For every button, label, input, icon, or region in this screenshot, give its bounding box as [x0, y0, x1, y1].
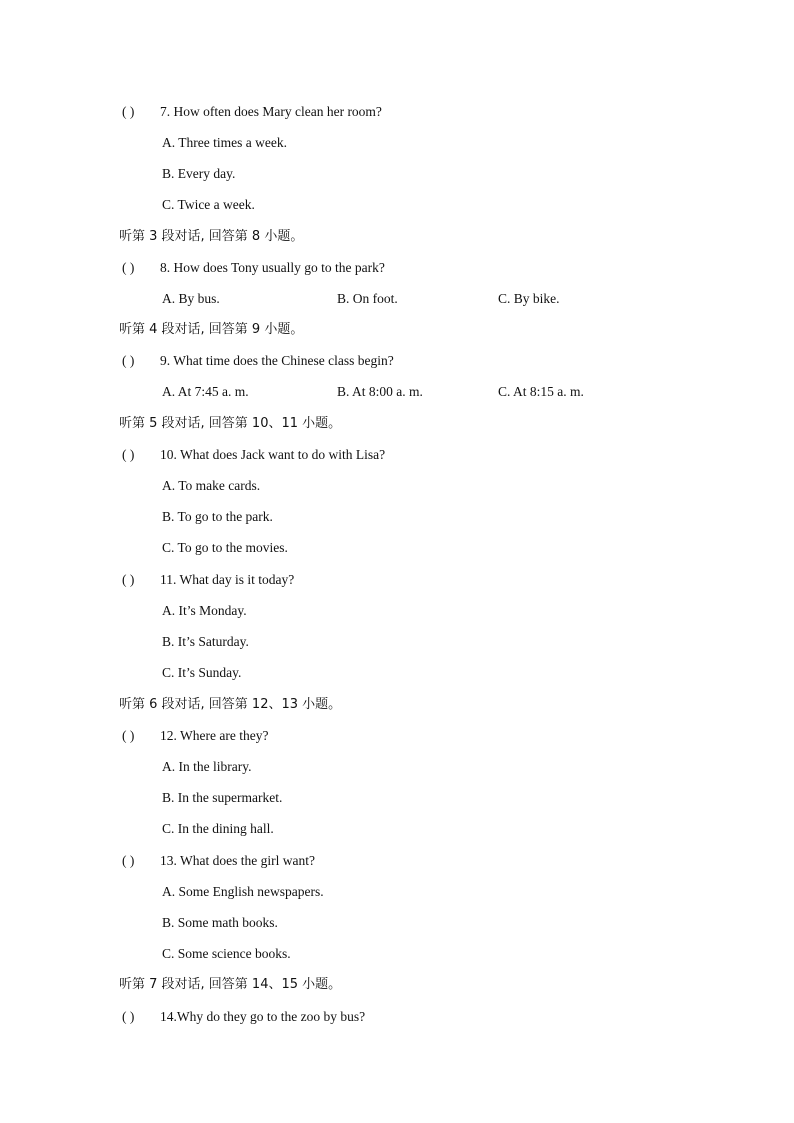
- answer-blank[interactable]: ( ): [122, 447, 135, 462]
- option-a: A. By bus.: [162, 291, 220, 306]
- option-b: B. Some math books.: [162, 915, 278, 930]
- question-10: [122, 446, 385, 464]
- question-14: [122, 1008, 365, 1026]
- question-8: [122, 259, 385, 277]
- question-9: [122, 352, 394, 370]
- option-b: B. It’s Saturday.: [162, 634, 249, 649]
- option-a: A. To make cards.: [162, 478, 261, 493]
- question-text: 8. How does Tony usually go to the park?: [160, 260, 385, 275]
- option-a: A. It’s Monday.: [162, 603, 247, 618]
- option-b: B. To go to the park.: [162, 509, 273, 524]
- option-a: A. Three times a week.: [162, 135, 287, 150]
- answer-blank[interactable]: ( ): [122, 572, 135, 587]
- option-c: C. To go to the movies.: [162, 540, 288, 555]
- question-text: 9. What time does the Chinese class begin?: [160, 353, 394, 368]
- answer-blank[interactable]: ( ): [122, 104, 135, 119]
- option-a: A. Some English newspapers.: [162, 884, 324, 899]
- question-text: 10. What does Jack want to do with Lisa?: [160, 447, 386, 462]
- option-a: A. In the library.: [162, 759, 252, 774]
- question-text: 11. What day is it today?: [160, 572, 295, 587]
- option-c: C. At 8:15 a. m.: [498, 384, 584, 399]
- section-heading-3: 听第 3 段对话, 回答第 8 小题。: [119, 229, 304, 244]
- section-heading-7: 听第 7 段对话, 回答第 14、15 小题。: [119, 977, 342, 992]
- option-b: B. Every day.: [162, 166, 236, 181]
- question-13: [122, 852, 315, 870]
- option-c: C. By bike.: [498, 291, 560, 306]
- section-heading-5: 听第 5 段对话, 回答第 10、11 小题。: [119, 416, 342, 431]
- option-b: B. In the supermarket.: [162, 790, 283, 805]
- option-b: B. On foot.: [337, 291, 398, 306]
- option-c: C. It’s Sunday.: [162, 665, 242, 680]
- option-c: C. Some science books.: [162, 946, 291, 961]
- answer-blank[interactable]: ( ): [122, 728, 135, 743]
- question-text: 14.Why do they go to the zoo by bus?: [160, 1009, 366, 1024]
- question-11: [122, 571, 294, 589]
- answer-blank[interactable]: ( ): [122, 260, 135, 275]
- section-heading-6: 听第 6 段对话, 回答第 12、13 小题。: [119, 697, 342, 712]
- answer-blank[interactable]: ( ): [122, 1009, 135, 1024]
- option-a: A. At 7:45 a. m.: [162, 384, 249, 399]
- answer-blank[interactable]: ( ): [122, 853, 135, 868]
- question-text: 7. How often does Mary clean her room?: [160, 104, 382, 119]
- option-c: C. Twice a week.: [162, 197, 255, 212]
- question-text: 13. What does the girl want?: [160, 853, 315, 868]
- question-text: 12. Where are they?: [160, 728, 269, 743]
- option-c: C. In the dining hall.: [162, 821, 274, 836]
- option-b: B. At 8:00 a. m.: [337, 384, 423, 399]
- question-12: [122, 727, 268, 745]
- section-heading-4: 听第 4 段对话, 回答第 9 小题。: [119, 322, 304, 337]
- question-7: [122, 103, 382, 121]
- answer-blank[interactable]: ( ): [122, 353, 135, 368]
